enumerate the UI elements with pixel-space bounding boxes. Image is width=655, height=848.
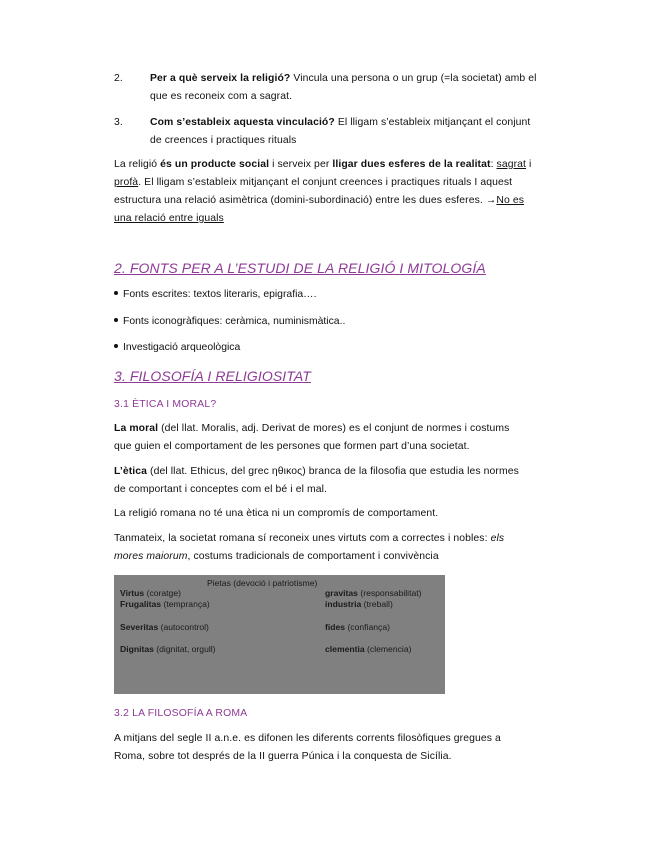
underlined-text: profà [114, 177, 139, 188]
mores-paragraph [114, 530, 544, 566]
virtue-desc: (confiança) [345, 622, 390, 632]
etica-paragraph [114, 463, 544, 499]
virtue-item [120, 599, 210, 610]
item-text: Vincula una persona o un grup (=la societat) amb el [290, 73, 537, 84]
virtue-item [120, 588, 181, 599]
virtue-name: gravitas [325, 588, 358, 598]
virtue-name: Frugalitas [120, 599, 162, 609]
text: Tanmateix, la societat romana sí reconeix unes virtuts com a correctes i nobles: [114, 533, 491, 544]
list-item [114, 70, 554, 106]
italic-text: els [490, 533, 505, 544]
virtue-name: fides [325, 622, 346, 632]
bullet-text: Fonts escrites: textos literaris, epigrafia…. [123, 289, 317, 300]
item-text-line2: de creences i practiques rituals [150, 135, 297, 146]
virtue-desc: (temprança) [161, 599, 210, 609]
virtue-desc: (responsabilitat) [357, 588, 422, 598]
bullet-item [114, 316, 345, 327]
bullet-dot [114, 291, 118, 295]
text: Roma, sobre tot després de la II guerra Púnica i la conquesta de Sicília. [114, 751, 452, 762]
virtue-item [120, 644, 216, 655]
virtues-box [114, 575, 445, 694]
text: (del llat. Moralis, adj. Derivat de mores) es el conjunt de normes i costums [158, 423, 510, 434]
virtue-desc: (dignitat, orgull) [153, 644, 216, 654]
text: (del llat. Ethicus, del grec ηθικος) branca de la filosofia que estudia les normes [147, 466, 519, 477]
italic-text: mores maiorum [114, 551, 188, 562]
list-item [114, 114, 554, 150]
virtue-desc: (autocontrol) [158, 622, 209, 632]
virtue-name: Virtus [120, 588, 145, 598]
item-question: Per a què serveix la religió? [150, 73, 291, 84]
pietas-label: Pietas (devoció i patriotisme) [207, 578, 318, 588]
item-number: 3. [114, 117, 123, 128]
bullet-item [114, 342, 240, 353]
item-question: Com s’estableix aquesta vinculació? [150, 117, 335, 128]
moral-paragraph [114, 420, 544, 456]
text: , costums tradicionals de comportament i convivència [187, 551, 439, 562]
text: i serveix per [269, 159, 333, 170]
section-heading: 3. FILOSOFÍA I RELIGIOSITAT [114, 368, 311, 384]
subsection-heading: 3.1 ÈTICA I MORAL? [114, 399, 217, 410]
religio-romana-paragraph: La religió romana no té una ètica ni un compromís de comportament. [114, 508, 439, 519]
religion-paragraph [114, 156, 554, 228]
virtue-name: industria [325, 599, 362, 609]
underlined-text: una relació entre iguals [114, 213, 224, 224]
bold-text: La moral [114, 423, 159, 434]
text: La religió [114, 159, 161, 170]
virtue-name: Severitas [120, 622, 159, 632]
virtue-item [325, 588, 422, 599]
text: i [526, 159, 532, 170]
bold-text: lligar dues esferes de la realitat [332, 159, 491, 170]
virtue-item [325, 599, 393, 610]
bullet-text: Fonts iconogràfiques: ceràmica, numinismàtica.. [123, 316, 346, 327]
item-text: El lligam s’estableix mitjançant el conjunt [334, 117, 531, 128]
bold-text: L’ètica [114, 466, 148, 477]
bullet-item [114, 289, 316, 300]
virtue-item [120, 622, 209, 633]
section-heading: 2. FONTS PER A L’ESTUDI DE LA RELIGIÓ I MITOLOGÍA [114, 260, 486, 276]
text: estructura una relació asimètrica (domini-subordinació) entre les dues esferes. → [114, 195, 497, 206]
virtue-item [325, 644, 411, 655]
virtue-item [325, 622, 390, 633]
bullet-dot [114, 318, 118, 322]
text: : [490, 159, 497, 170]
virtue-desc: (clemencia) [364, 644, 412, 654]
bold-text: és un producte social [160, 159, 270, 170]
bullet-text: Investigació arqueològica [123, 342, 241, 353]
subsection-heading: 3.2 LA FILOSOFÍA A ROMA [114, 708, 248, 719]
text: . El lligam s’estableix mitjançant el conjunt creences i practiques rituals I aquest [138, 177, 513, 188]
bullet-dot [114, 344, 118, 348]
underlined-text: sagrat [496, 159, 527, 170]
virtue-name: Dignitas [120, 644, 154, 654]
item-text-line2: que es reconeix com a sagrat. [150, 91, 293, 102]
roma-paragraph [114, 730, 554, 766]
text: A mitjans del segle II a.n.e. es difonen les diferents corrents filosòfiques gregues a [114, 733, 501, 744]
item-number: 2. [114, 73, 123, 84]
virtue-desc: (treball) [361, 599, 393, 609]
underlined-text: No es [496, 195, 524, 206]
text: que guien el comportament de les persones que formen part d’una societat. [114, 441, 470, 452]
text: de comportant i conceptes com el bé i el mal. [114, 484, 327, 495]
virtue-name: clementia [325, 644, 365, 654]
virtue-desc: (coratge) [144, 588, 181, 598]
